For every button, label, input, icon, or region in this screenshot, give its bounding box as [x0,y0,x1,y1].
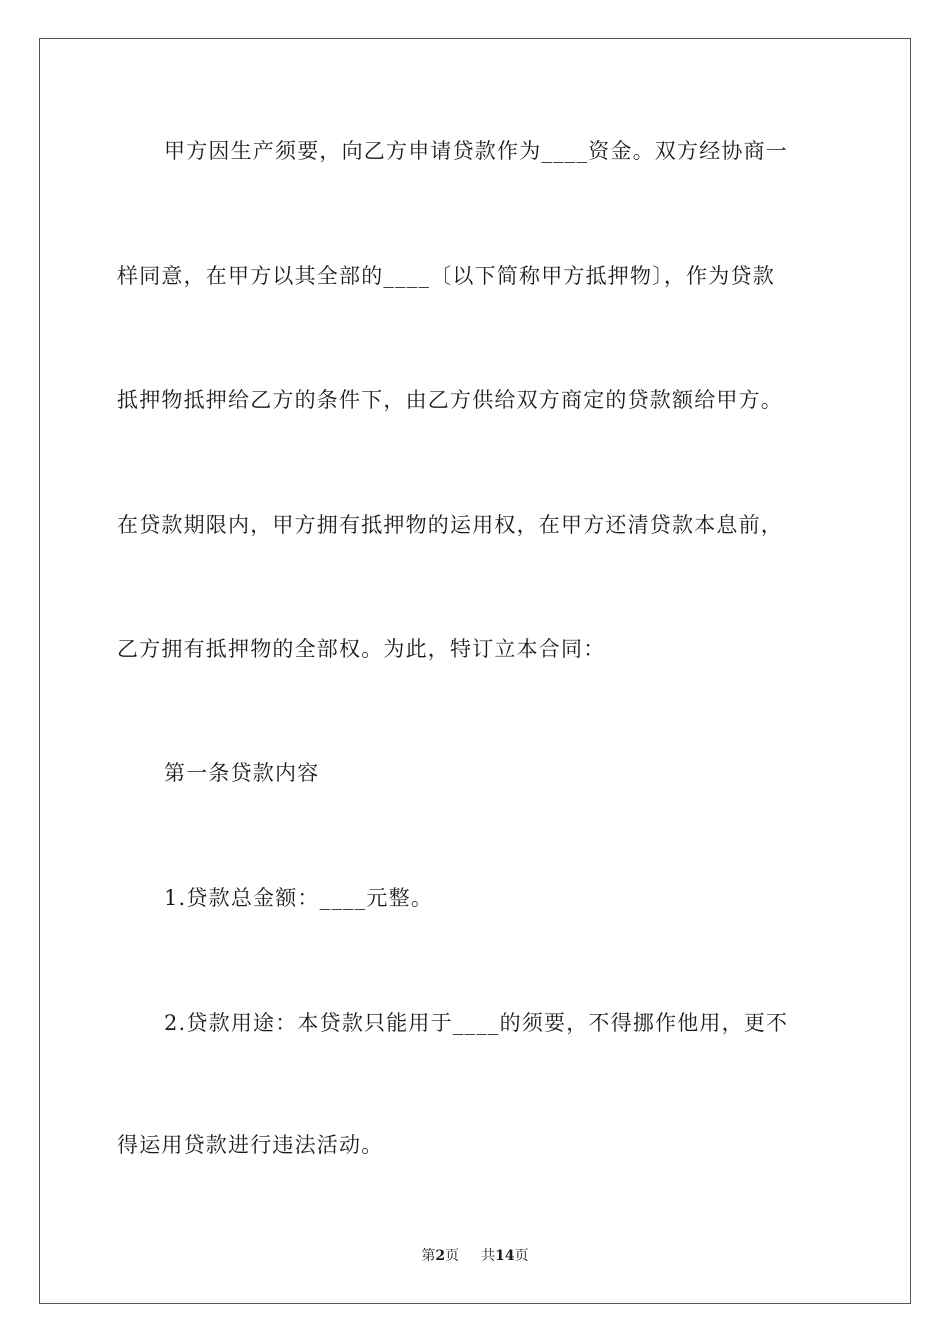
footer-page-prefix: 第 [421,1248,436,1264]
paragraph-line: 在贷款期限内，甲方拥有抵押物的运用权，在甲方还清贷款本息前， [117,513,783,537]
footer-page-suffix: 页 [445,1248,460,1264]
paragraph-line: 乙方拥有抵押物的全部权。为此，特订立本合同： [117,637,606,661]
paragraph-line: 甲方因生产须要，向乙方申请贷款作为____资金。双方经协商一 [164,139,788,163]
footer-total-prefix: 共 [481,1248,496,1264]
page-border [39,38,911,1304]
section-heading: 第一条贷款内容 [164,761,320,785]
paragraph-line: 样同意，在甲方以其全部的____〔以下简称甲方抵押物〕，作为贷款 [117,264,775,288]
page-number-footer [0,1246,950,1266]
paragraph-line: 得运用贷款进行违法活动。 [117,1133,384,1157]
footer-total-suffix: 页 [514,1248,529,1264]
list-item: 2.贷款用途：本贷款只能用于____的须要，不得挪作他用，更不 [164,1011,789,1035]
paragraph-line: 抵押物抵押给乙方的条件下，由乙方供给双方商定的贷款额给甲方。 [117,388,783,412]
footer-page-total: 14 [495,1248,515,1264]
list-item: 1.贷款总金额：____元整。 [164,886,434,910]
footer-page-current: 2 [435,1248,446,1264]
